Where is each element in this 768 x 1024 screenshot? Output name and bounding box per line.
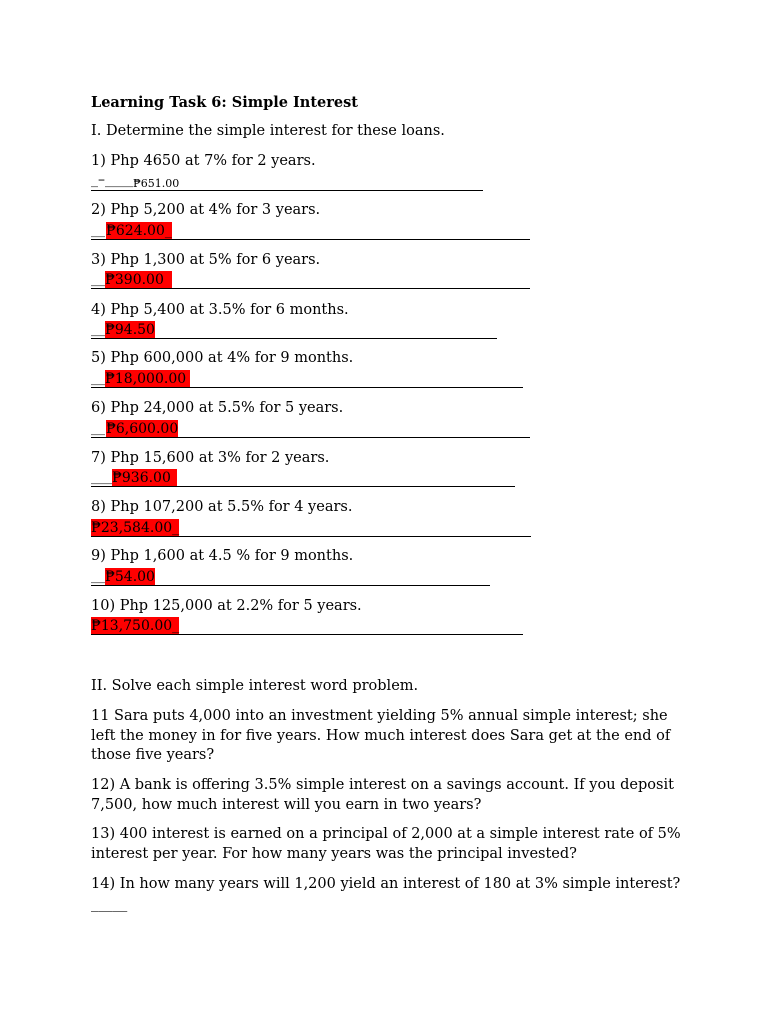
answer-line-9 [91, 567, 490, 586]
question-1: 1) Php 4650 at 7% for 2 years. [91, 153, 316, 169]
part1-instruction: I. Determine the simple interest for these loans. [91, 123, 445, 139]
answer-value: ₱390.00 [105, 271, 172, 288]
answer-line-7 [91, 468, 515, 487]
word-problem-13: 13) 400 interest is earned on a principal of 2,000 at a simple interest rate of 5% interest per year. For how many years was the principal invested? [91, 826, 681, 862]
question-9: 9) Php 1,600 at 4.5 % for 9 months. [91, 548, 354, 564]
answer-prefix: __ [91, 568, 105, 584]
answer-line-5 [91, 369, 523, 388]
answer-prefix: _–____ [91, 172, 133, 188]
answer-prefix: ___ [91, 469, 112, 485]
answer-line-1 [91, 172, 483, 191]
answer-prefix: __ [91, 321, 105, 337]
question-3: 3) Php 1,300 at 5% for 6 years. [91, 252, 321, 268]
answer-prefix: __ [91, 222, 105, 238]
question-7: 7) Php 15,600 at 3% for 2 years. [91, 450, 330, 466]
word-problem-11: 11 Sara puts 4,000 into an investment yielding 5% annual simple interest; she left the money in for five years. How much interest does Sara get at the end of those five years? [91, 708, 671, 763]
answer-value: ₱18,000.00 [105, 370, 190, 387]
answer-value: ₱936.00 [112, 469, 177, 486]
part2-instruction: II. Solve each simple interest word problem. [91, 678, 419, 694]
answer-prefix: __ [91, 420, 105, 436]
question-2: 2) Php 5,200 at 4% for 3 years. [91, 202, 321, 218]
question-4: 4) Php 5,400 at 3.5% for 6 months. [91, 302, 349, 318]
answer-value: ₱23,584.00_ [91, 520, 180, 536]
word-problem-14: 14) In how many years will 1,200 yield an interest of 180 at 3% simple interest? _____ [91, 876, 681, 912]
question-10: 10) Php 125,000 at 2.2% for 5 years. [91, 598, 362, 614]
answer-line-10 [91, 616, 523, 635]
answer-line-8 [91, 518, 531, 537]
question-6: 6) Php 24,000 at 5.5% for 5 years. [91, 400, 344, 416]
answer-prefix: __ [91, 271, 105, 287]
answer-line-4 [91, 320, 497, 339]
answer-value: ₱13,750.00_ [91, 618, 180, 634]
page-title: Learning Task 6: Simple Interest [91, 94, 358, 111]
answer-value: ₱651.00 [133, 177, 180, 190]
answer-value: ₱94.50 [105, 322, 155, 338]
answer-prefix: __ [91, 370, 105, 386]
answer-value: ₱6,600.00 [106, 421, 179, 437]
word-problem-12: 12) A bank is offering 3.5% simple interest on a savings account. If you deposit 7,500, how much interest will you earn in two years? [91, 777, 674, 813]
answer-line-2 [91, 221, 530, 240]
answer-line-3 [91, 270, 530, 289]
answer-value: ₱54.00 [105, 569, 155, 585]
answer-value: ₱624.00_ [106, 223, 172, 239]
answer-line-6 [91, 419, 530, 438]
question-8: 8) Php 107,200 at 5.5% for 4 years. [91, 499, 353, 515]
question-5: 5) Php 600,000 at 4% for 9 months. [91, 350, 354, 366]
